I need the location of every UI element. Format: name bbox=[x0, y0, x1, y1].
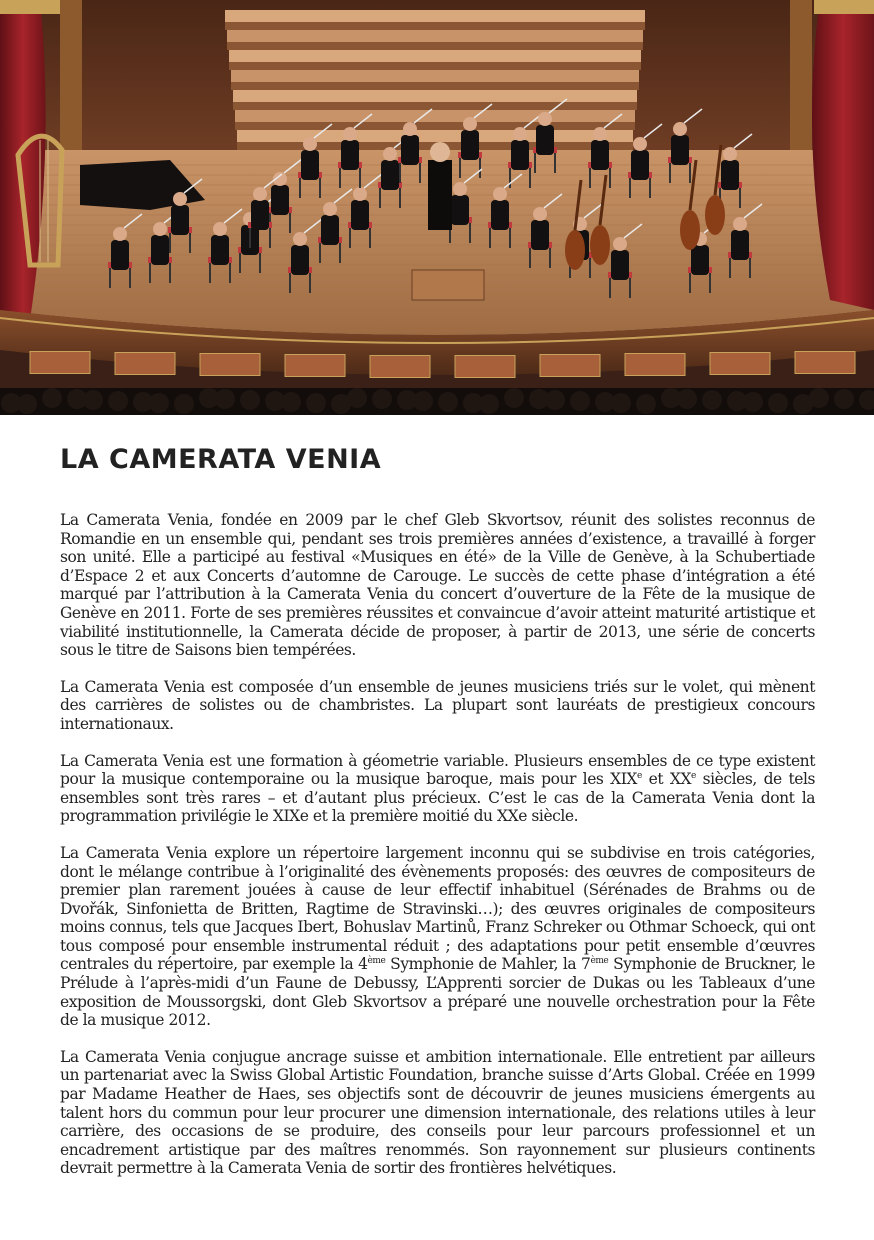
concert-hall-illustration bbox=[0, 0, 874, 415]
body-paragraph bbox=[60, 1048, 815, 1178]
paragraph-text: et XX bbox=[641, 770, 692, 789]
superscript: ème bbox=[590, 956, 609, 967]
paragraph-text: Symphonie de Bruckner, le Prélude à l’après-midi d’un Faune de Debussy, L’Apprenti sorcier de Dukas ou les Tableaux d’une exposition de Moussorgski, dont Gleb Skvortsov a préparé une nouvelle orchestration pour la Fête de la musique 2012. bbox=[60, 955, 816, 1030]
body-paragraph bbox=[60, 511, 815, 660]
paragraph-text: La Camerata Venia explore un répertoire largement inconnu qui se subdivise en trois catégories, dont le mélange contribue à l’originalité des évènements proposés: des œuvres de compositeurs de premier plan rarement jouées à cause de leur effectif inhabituel (Sérénades de Brahms ou de Dvořák, Sinfonietta de Britten, Ragtime de Stravinski…); des œuvres originales de compositeurs moins connus, tels que Jacques Ibert, Bohuslav Martinů, Franz Schreker ou Othmar Schoeck, qui ont tous composé pour ensemble instrumental réduit ; des adaptations pour petit ensemble d’œuvres centrales du répertoire, par exemple la 4 bbox=[60, 843, 815, 974]
paragraph-text: La Camerata Venia conjugue ancrage suisse et ambition internationale. Elle entretient par ailleurs un partenariat avec la Swiss Global Artistic Foundation, branche suisse d’Arts Global. Créée en 1999 par Madame Heather de Haes, ses objectifs sont de découvrir de jeunes musiciens émergents au talent hors du commun pour leur procurer une dimension internationale, des relations utiles à leur carrière, des occasions de se produire, des conseils pour leur parcours professionnel et un encadrement artistique par des maîtres renommés. Son rayonnement sur plusieurs continents devrait permettre à la Camerata Venia de sortir des frontières helvétiques. bbox=[60, 1047, 815, 1178]
body-paragraph bbox=[60, 752, 815, 826]
orchestra-concert-photo bbox=[0, 0, 874, 415]
body-paragraph bbox=[60, 844, 815, 1030]
paragraph-text: La Camerata Venia est une formation à géometrie variable. Plusieurs ensembles de ce type existent pour la musique contemporaine ou la musique baroque, mais pour les XIX bbox=[60, 751, 815, 789]
paragraph-text: La Camerata Venia est composée d’un ensemble de jeunes musiciens triés sur le volet, qui mènent des carrières de solistes ou de chambristes. La plupart sont lauréats de prestigieux concours internationaux. bbox=[60, 677, 815, 733]
body-paragraph bbox=[60, 678, 815, 734]
page-title: LA CAMERATA VENIA bbox=[60, 444, 382, 475]
paragraph-text: La Camerata Venia, fondée en 2009 par le chef Gleb Skvortsov, réunit des solistes reconnus de Romandie en un ensemble qui, pendant ses trois premières années d’existence, a travaillé à forger son unité. Elle a participé au festival «Musiques en été» de la Ville de Genève, à la Schubertiade d’Espace 2 et aux Concerts d’automne de Carouge. Le succès de cette phase d’intégration a été marqué par l’attribution à la Camerata Venia du concert d’ouverture de la Fête de la musique de Genève en 2011. Forte de ses premières réussites et convaincue d’avoir atteint maturité artistique et viabilité institutionnelle, la Camerata décide de proposer, à partir de 2013, une série de concerts sous le titre de Saisons bien tempérées. bbox=[60, 511, 815, 660]
paragraph-text: Symphonie de Mahler, la 7 bbox=[385, 955, 591, 974]
superscript: e bbox=[691, 770, 696, 781]
paragraph-text: siècles, de tels ensembles sont très rares – et d’autant plus précieux. C’est le cas de la Camerata Venia dont la programmation privilégie le XIXe et la première moitié du XXe siècle. bbox=[60, 770, 816, 826]
superscript: e bbox=[637, 770, 642, 781]
superscript: ème bbox=[367, 956, 386, 967]
article-body bbox=[60, 511, 815, 1196]
